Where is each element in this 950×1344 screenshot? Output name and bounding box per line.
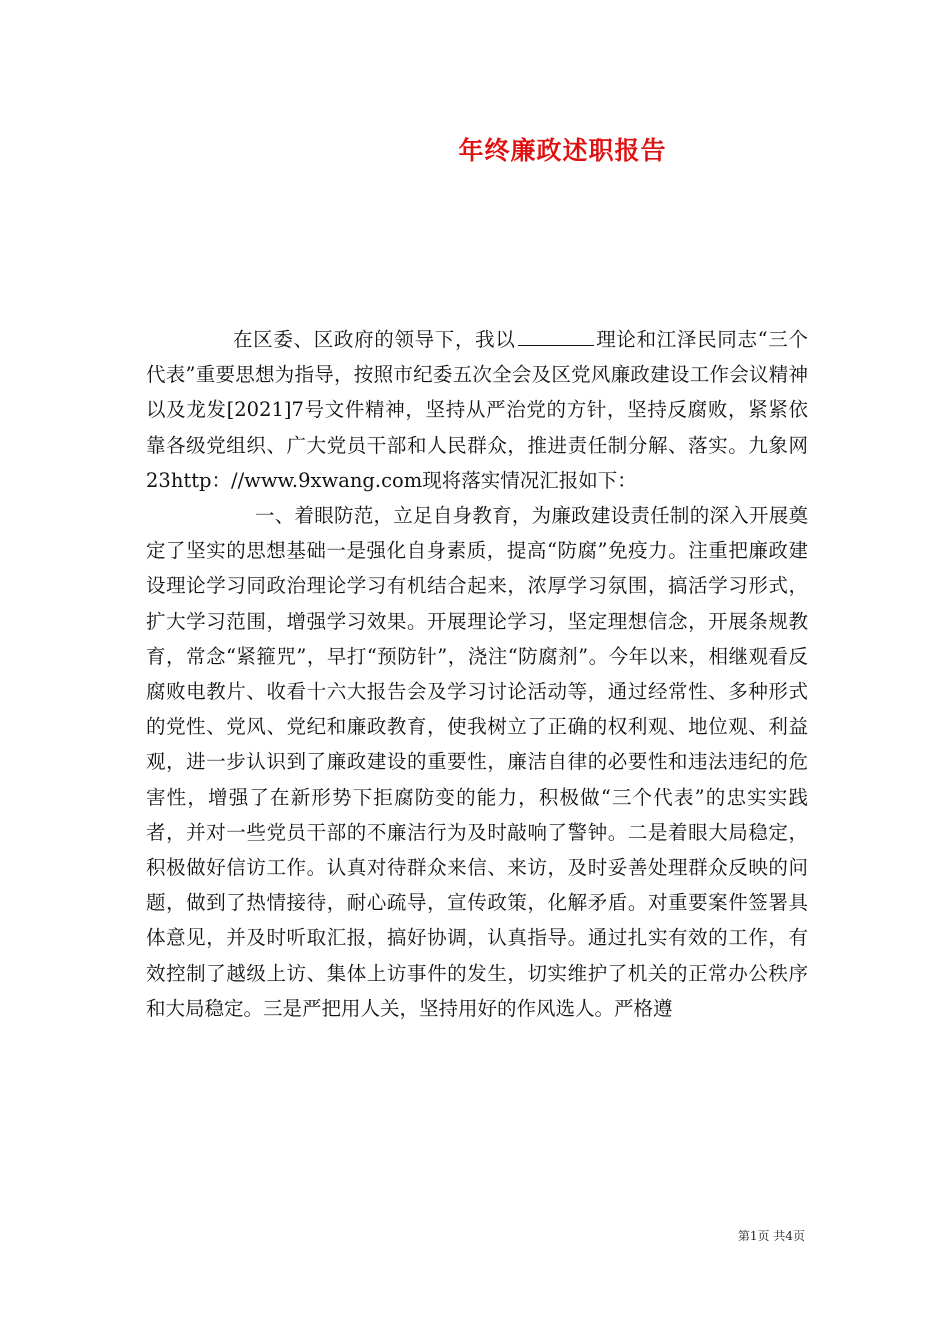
- paragraph-1: [146, 322, 808, 498]
- fill-in-blank: [518, 325, 594, 346]
- paragraph-2: 一、着眼防范，立足自身教育，为廉政建设责任制的深入开展奠定了坚实的思想基础一是强化自身素质，提高“防腐”免疫力。注重把廉政建设理论学习同政治理论学习有机结合起来，浓厚学习氛围，搞活学习形式，扩大学习范围，增强学习效果。开展理论学习，坚定理想信念，开展条规教育，常念“紧箍咒”，早打“预防针”，浇注“防腐剂”。今年以来，相继观看反腐败电教片、收看十六大报告会及学习讨论活动等，通过经常性、多种形式的党性、党风、党纪和廉政教育，使我树立了正确的权利观、地位观、利益观，进一步认识到了廉政建设的重要性，廉洁自律的必要性和违法违纪的危害性，增强了在新形势下拒腐防变的能力，积极做“三个代表”的忠实实践者，并对一些党员干部的不廉洁行为及时敲响了警钟。二是着眼大局稳定，积极做好信访工作。认真对待群众来信、来访，及时妥善处理群众反映的问题，做到了热情接待，耐心疏导，宣传政策，化解矛盾。对重要案件签署具体意见，并及时听取汇报，搞好协调，认真指导。通过扎实有效的工作，有效控制了越级上访、集体上访事件的发生，切实维护了机关的正常办公秩序和大局稳定。三是严把用人关，坚持用好的作风选人。严格遵: [146, 504, 808, 1020]
- paragraph-1-lead: 在区委、区政府的领导下，我以: [233, 328, 516, 351]
- page-number-footer: 第1页 共4页: [737, 1229, 805, 1243]
- page-title: 年终廉政述职报告: [458, 136, 667, 165]
- document-body: [146, 322, 808, 1026]
- paragraph-1-rest: 理论和江泽民同志“三个代表”重要思想为指导，按照市纪委五次全会及区党风廉政建设工作会议精神以及龙发[2021]7号文件精神，坚持从严治党的方针，坚持反腐败，紧紧依靠各级党组织、广大党员干部和人民群众，推进责任制分解、落实。九象网23http：//www.9xwang.com现将落实情况汇报如下：: [146, 328, 808, 492]
